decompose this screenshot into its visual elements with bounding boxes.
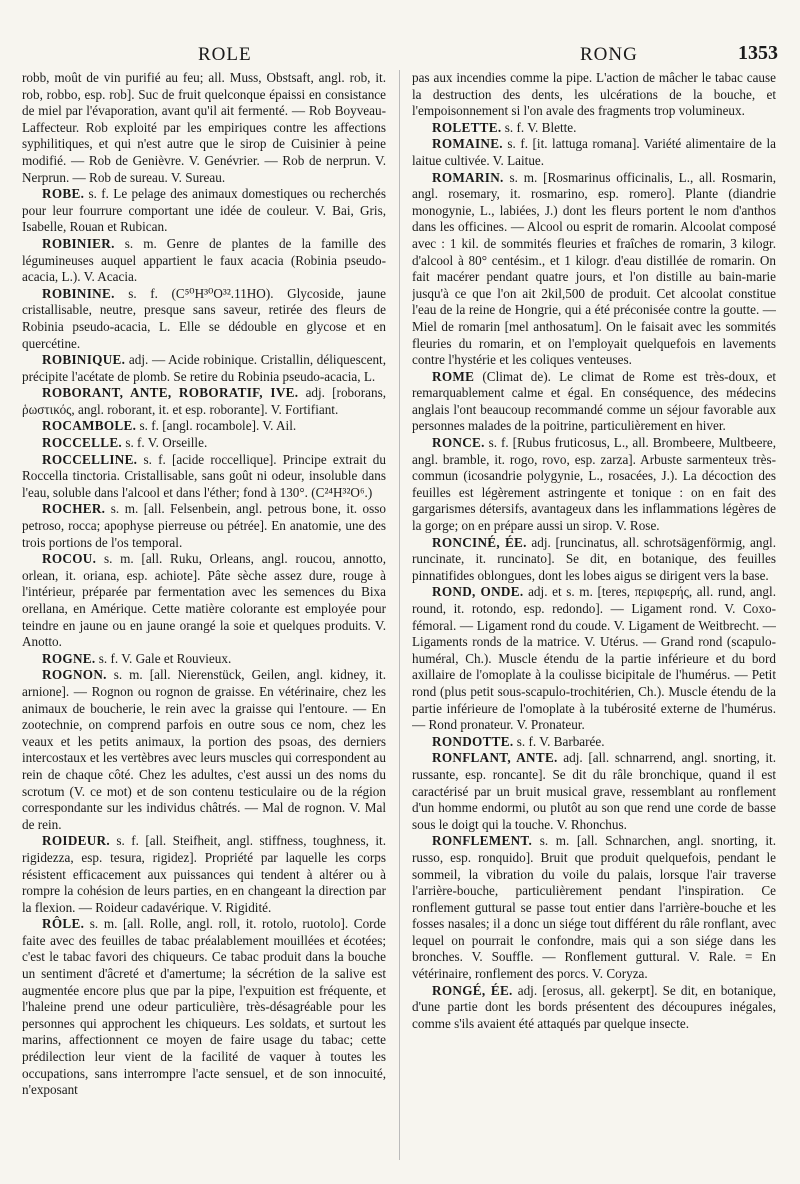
entry-headword: RONCINÉ, ÉE. (432, 534, 527, 550)
dictionary-entry (22, 385, 386, 418)
entry-headword: ROBE. (42, 186, 85, 202)
dictionary-entry (22, 916, 386, 1099)
left-column (22, 70, 386, 1170)
dictionary-entry (22, 352, 386, 385)
dictionary-entry (22, 452, 386, 502)
entry-text: adj. [roborans, ῥωστικός, angl. roborant, it. et esp. roborante]. V. Fortifiant. (22, 385, 386, 417)
dictionary-entry (22, 70, 386, 186)
dictionary-entry (22, 186, 386, 236)
entry-text: adj. et s. m. [teres, περιφερής, all. rund, angl. round, it. rotondo, esp. redondo]. — Ligament rond. V. Coxo-fémoral. — Ligament rond du coude. V. Ligament de Weitbrecht. — Ligaments ronds de la matrice. V. Utérus. — Grand rond (scapulo-huméral, Ch.). Muscle étendu de la partie inférieure et du bord axillaire de l'omoplate à la coulisse bicipitale de l'humérus. — Petit rond (plus petit sous-scapulo-trochitérien, Ch.). Muscle étendu de la partie inférieure de l'omoplate à la tubérosité externe de l'humérus. — Rond pronateur. V. Pronateur. (412, 584, 776, 733)
dictionary-entry (412, 369, 776, 435)
dictionary-entry (22, 667, 386, 833)
entry-text: s. f. V. Blette. (504, 119, 577, 135)
entry-text: s. m. [all. Ruku, Orleans, angl. roucou, annotto, orlean, it. oriana, esp. achiote]. Pâte sèche assez dure, rouge à l'intérieur, préparée par fermentation avec les semences du Bixa orellana, en Amérique. Cette matière colorante est employée pour teindre en jaune ou en jaune orangé la soie et quelques produits. V. Anotto. (22, 551, 386, 650)
entry-text: adj. [runcinatus, all. schrotsägenförmig, angl. runcinate, it. runcinato]. Se dit, en botanique, des feuilles pinnatifides oblongues, dont les lobes aigus se dirigent vers la base. (412, 534, 776, 583)
dictionary-entry (22, 418, 386, 435)
dictionary-entry (22, 501, 386, 551)
entry-headword: ROCOU. (42, 551, 97, 567)
dictionary-entry (412, 435, 776, 535)
entry-text: s. f. [it. lattuga romana]. Variété alimentaire de la laitue cultivée. V. Laitue. (412, 136, 776, 168)
entry-headword: RONFLEMENT. (432, 833, 533, 849)
entry-text: adj. [erosus, all. gekerpt]. Se dit, en botanique, d'une partie dont les bords présentent des découpures inégales, comme s'ils avaient été attaqués par quelque insecte. (412, 982, 776, 1031)
entry-text: (Climat de). Le climat de Rome est très-doux, et remarquablement calme et égal. En conséquence, des médecins anglais l'ont beaucoup recommandé comme un séjour favorable aux personnes malades de la poitrine, particulièrement en hiver. (412, 368, 776, 434)
entry-text: s. m. [all. Felsenbein, angl. petrous bone, it. osso petroso, rocca; apophyse pierreuse ou pétrée]. En anatomie, une des trois portions de l'os temporal. (22, 501, 386, 550)
entry-headword: ROMAINE. (432, 136, 503, 152)
dictionary-entry (22, 833, 386, 916)
dictionary-entry (22, 286, 386, 352)
entry-headword: ROMARIN. (432, 169, 504, 185)
entry-headword: ROIDEUR. (42, 833, 110, 849)
dictionary-entry (412, 584, 776, 733)
entry-headword: ROGNON. (42, 667, 107, 683)
entry-headword: ROBINIQUE. (42, 352, 126, 368)
page-header (22, 42, 778, 68)
dictionary-entry (22, 236, 386, 286)
entry-text: s. f. [angl. rocambole]. V. Ail. (139, 418, 297, 434)
entry-headword: ROGNE. (42, 650, 96, 666)
dictionary-entry (412, 734, 776, 751)
entry-headword: ROCCELLINE. (42, 451, 138, 467)
column-divider (399, 70, 400, 1160)
right-column (412, 70, 776, 1170)
entry-headword: ROBINIER. (42, 235, 115, 251)
entry-headword: ROBORANT, ANTE, ROBORATIF, IVE. (42, 385, 299, 401)
dictionary-entry (412, 833, 776, 982)
entry-text: adj. — Acide robinique. Cristallin, déliquescent, précipite l'acétate de plomb. Se retire du Robinia pseudo-acacia, L. (22, 352, 386, 384)
entry-text: s. f. [Rubus fruticosus, L., all. Brombeere, Multbeere, angl. bramble, it. rogo, rovo, esp. zarza]. Arbuste sarmenteux très-commun (icosandrie polygynie, L., rosacées, J.). La décoction des feuilles est légèrement astringente et tonique : on en fait des gargarismes détersifs, avantageux dans les inflammations légères de la gorge; on en prépare aussi un sirop. V. Rose. (412, 435, 776, 534)
entry-headword: ROCHER. (42, 501, 106, 517)
entry-headword: ROCAMBOLE. (42, 418, 137, 434)
dictionary-entry (412, 136, 776, 169)
right-running-head: RONG (580, 44, 638, 65)
dictionary-entry (412, 750, 776, 833)
entry-text: s. m. [Rosmarinus officinalis, L., all. Rosmarin, angl. rosemary, it. rosmarino, esp. romero]. Plante (diandrie monogynie, L., labiées, J.) dont les fleurs portent le nom d'anthos dans les officines. — Alcool ou esprit de romarin. Alcoolat composé avec : 1 kil. de sommités fleuries et fraîches de romarin, 3 kilogr. d'alcool à 80° centésim., et 1 kilogr. d'eau distillée de romarin. On fait macérer pendant quatre jours, et l'on distille au bain-marie jusqu'à ce que l'on ait 2kil,500 de produit. Cet alcoolat constitue l'eau de la reine de Hongrie, qui a été préconisée contre la goutte. — Miel de romarin [mel anthosatum]. On le faisait avec les sommités fleuries du romarin, et on l'employait quelquefois en lavements contre l'hystérie et les coliques venteuses. (412, 169, 776, 368)
dictionary-entry (412, 120, 776, 137)
dictionary-entry (22, 651, 386, 668)
entry-text: s. m. [all. Nierenstück, Geilen, angl. kidney, it. arnione]. — Rognon ou rognon de graisse. En vétérinaire, chez les animaux de boucherie, le rein avec la graisse qui l'entoure. — En zootechnie, on comprend parfois en outre sous ce nom, chez les veaux et les petits animaux, la portion des psoas, des derniers intercostaux et les vertèbres avec leurs muscles qui correspondent au rein de chaque côté. Chez les adultes, c'est aussi un des noms du scrotum (V. ce mot) et de son contenu testiculaire ou de la région correspondante sur les individus châtrés. — Mal de rognon. V. Mal de rein. (22, 667, 386, 832)
entry-text: s. f. [acide roccellique]. Principe extrait du Roccella tinctoria. Cristallisable, sans goût ni odeur, insoluble dans l'eau, soluble dans l'alcool et dans l'éther; fond à 130°. (C²⁴H³²O⁶.) (22, 451, 386, 500)
entry-headword: ROLETTE. (432, 119, 502, 135)
dictionary-entry (412, 535, 776, 585)
entry-headword: RÔLE. (42, 916, 85, 932)
entry-text: pas aux incendies comme la pipe. L'action de mâcher le tabac cause la destruction des dents, les ulcérations de la bouche, et l'empoisonnement si l'on avale des fragments trop volumineux. (412, 70, 776, 119)
entry-headword: RONFLANT, ANTE. (432, 750, 558, 766)
entry-headword: RONGÉ, ÉE. (432, 982, 513, 998)
entry-text: s. f. V. Gale et Rouvieux. (98, 650, 232, 666)
entry-headword: RONCE. (432, 435, 485, 451)
dictionary-entry (22, 551, 386, 651)
page-number: 1353 (738, 42, 778, 64)
dictionary-entry (412, 170, 776, 369)
entry-headword: ROND, ONDE. (432, 584, 524, 600)
entry-text: s. m. Genre de plantes de la famille des légumineuses auquel appartient le faux acacia (Robinia pseudo-acacia, L.). V. Acacia. (22, 235, 386, 285)
entry-text: robb, moût de vin purifié au feu; all. Muss, Obstsaft, angl. rob, it. rob, robbo, esp. rob]. Suc de fruit quelconque épaissi en consistance de miel par l'évaporation, avant qu'il ait fermenté. — Rob Boyveau-Laffecteur. Rob exploité par les empiriques contre les affections syphilitiques, et qui n'est autre que le sirop de Cuisinier à peine modifié. — Rob de Genièvre. V. Genévrier. — Rob de nerprun. V. Nerprun. — Rob de sureau. V. Sureau. (22, 70, 386, 185)
entry-text: s. f. (C⁵⁰H³⁰O³².11HO). Glycoside, jaune cristallisable, neutre, presque sans saveur, retirée des fleurs de Robinia pseudo-acacia, L. Elle se dédouble en glycose et en quercétine. (22, 285, 386, 351)
entry-headword: RONDOTTE. (432, 733, 514, 749)
dictionary-entry (22, 435, 386, 452)
dictionary-entry (412, 70, 776, 120)
entry-text: s. f. V. Barbarée. (516, 733, 605, 749)
entry-text: s. m. [all. Schnarchen, angl. snorting, it. russo, esp. ronquido]. Bruit que produit quelquefois, pendant le sommeil, la vibration du voile du palais, lorsque l'air traverse l'arrière-bouche, particulièrement pendant l'inspiration. Ce ronflement guttural se passe tout entier dans l'arrière-bouche et les fosses nasales; il a donc un siége tout différent du râle ronflant, avec lequel on pourrait le confondre, mais qui a son siége dans les bronches. V. Souffle. — Ronflement guttural. V. Rale. = En vétérinaire, ronflement des porcs. V. Coryza. (412, 833, 776, 982)
entry-text: adj. [all. schnarrend, angl. snorting, it. russante, esp. roncante]. Se dit du râle bronchique, quand il est caractérisé par un bruit musical grave, ressemblant au ronflement d'un homme endormi, ou plutôt au son que rend une corde de basse sous le doigt qui la touche. V. Rhonchus. (412, 750, 776, 832)
entry-headword: ROME (432, 368, 475, 384)
entry-headword: ROBININE. (42, 285, 115, 301)
dictionary-entry (412, 983, 776, 1033)
entry-text: s. f. V. Orseille. (125, 435, 208, 451)
entry-headword: ROCCELLE. (42, 435, 123, 451)
entry-text: s. f. [all. Steifheit, angl. stiffness, toughness, it. rigidezza, esp. tesura, rigidez]. Propriété par laquelle les corps résistent efficacement aux puissances qui tendent à altérer ou à rompre la cohésion de leurs parties, en en changeant la direction par la flexion. — Roideur cadavérique. V. Rigidité. (22, 833, 386, 915)
left-running-head: ROLE (198, 44, 252, 65)
entry-text: s. f. Le pelage des animaux domestiques ou recherchés pour leur fourrure comportant une idée de couleur. V. Bai, Gris, Isabelle, Rouan et Rubican. (22, 186, 386, 235)
entry-text: s. m. [all. Rolle, angl. roll, it. rotolo, ruotolo]. Corde faite avec des feuilles de tabac préalablement mouillées et écotées; c'est le tabac favori des chiqueurs. Ce tabac produit dans la bouche un sentiment d'âcreté et d'amertume; la sécrétion de la salive est augmentée encore plus que par la pipe, l'expuition est fréquente, et l'haleine prend une odeur particulière, très-désagréable pour les personnes qui approchent les chiqueurs. Les soldats, et surtout les marins, affectionnent ce moyen de faire usage du tabac; cette prédilection leur vient de la facilité de vaquer à toutes les occupations, sans interrompre l'acte sensuel, et de son innocuité, n'exposant (22, 916, 386, 1098)
